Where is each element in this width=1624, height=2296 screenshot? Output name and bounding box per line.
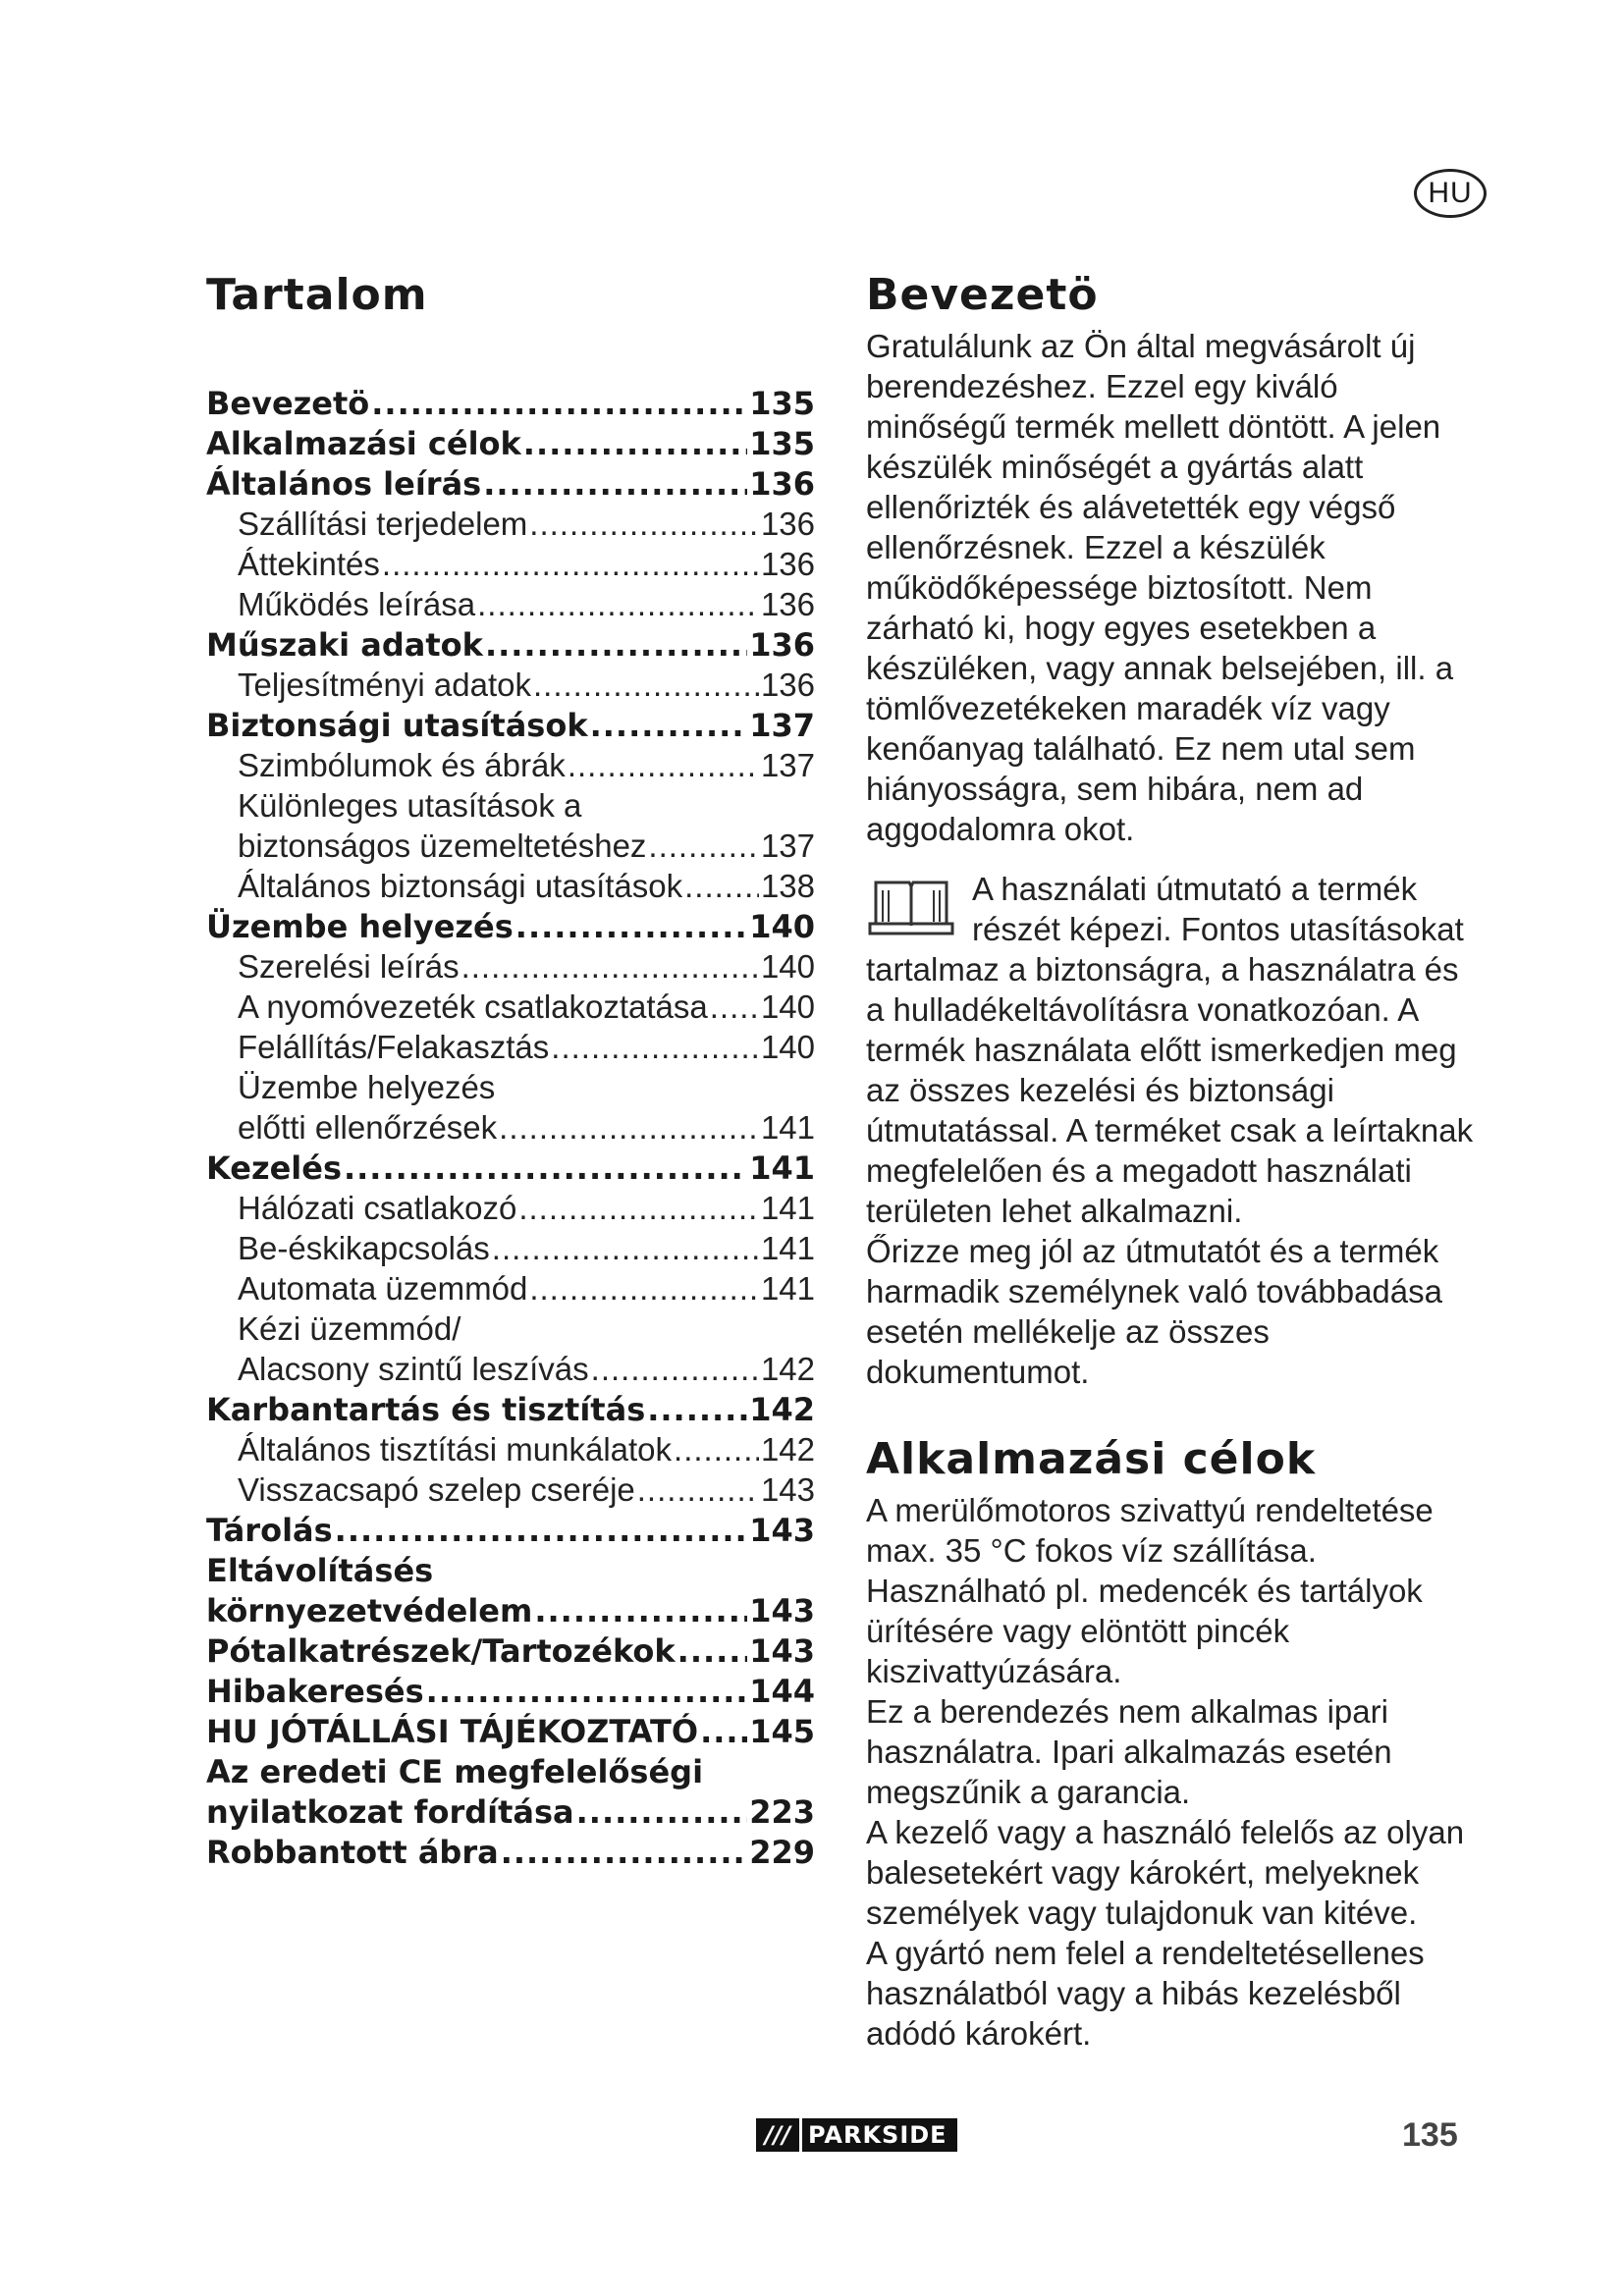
toc-entry: [206, 385, 815, 425]
toc-entry-text: Üzembe helyezés: [206, 908, 514, 945]
toc-leader-dots: [674, 1431, 759, 1468]
toc-entry: [206, 1270, 815, 1310]
toc-entry: [206, 1793, 815, 1834]
toc-leader-dots: [529, 1270, 759, 1308]
toc-entry-page: 145: [749, 1713, 815, 1750]
toc-entry-text: Működés leírása: [238, 586, 476, 622]
toc-entry-page: 140: [749, 908, 815, 945]
toc-entry-text: Az eredeti CE megfelelőségi: [206, 1753, 704, 1790]
toc-entry-text: környezetvédelem: [206, 1592, 533, 1629]
toc-entry: [206, 1471, 815, 1512]
toc-entry-text: Szimbólumok és ábrák: [238, 747, 566, 783]
toc-title: Tartalom: [206, 270, 428, 320]
toc-entry-page: 136: [760, 506, 815, 542]
toc-entry-text: Különleges utasítások a: [238, 787, 582, 824]
toc-entry-page: 137: [760, 828, 815, 864]
toc-entry-text: A nyomóvezeték csatlakoztatása: [238, 988, 708, 1025]
toc-entry-text: Műszaki adatok: [206, 626, 483, 664]
toc-entry-page: 136: [749, 626, 815, 664]
toc-entry-text: Be-éskikapcsolás: [238, 1230, 490, 1266]
toc-entry-page: 223: [749, 1793, 815, 1831]
toc-entry: [206, 1713, 815, 1753]
toc-entry-text: Teljesítményi adatok: [238, 667, 531, 703]
toc-entry-text: Visszacsapó szelep cseréje: [238, 1471, 635, 1508]
toc-entry-text: Hálózati csatlakozó: [238, 1190, 517, 1226]
toc-entry-page: 140: [760, 948, 815, 985]
toc-leader-dots: [529, 506, 759, 543]
toc-entry: [206, 747, 815, 787]
toc-list: [206, 385, 815, 1874]
toc-entry: [206, 948, 815, 988]
toc-entry-text: Biztonsági utasítások: [206, 707, 588, 744]
toc-entry-text: Karbantartás és tisztítás: [206, 1391, 646, 1428]
toc-leader-dots: [344, 1149, 747, 1187]
toc-entry: [206, 1310, 815, 1351]
toc-entry: [206, 1512, 815, 1552]
toc-entry-text: előtti ellenőrzések: [238, 1109, 498, 1146]
toc-entry: [206, 626, 815, 667]
toc-entry-text: Áttekintés: [238, 546, 380, 582]
toc-entry: [206, 1391, 815, 1431]
toc-entry-page: 142: [760, 1351, 815, 1387]
notice-paragraph: A használati útmutató a termék részét képezi. Fontos utasításokat tartalmaz a biztonságra, a használatra és a hulladékeltávolításra vonatkozóan. A termék használata előtt ismerkedjen meg az összes kezelési és biztonsági útmutatással. A terméket csak a leírtaknak megfelelően és a megadott használati területen lehet alkalmazni.: [866, 871, 1474, 1229]
toc-entry: [206, 506, 815, 546]
toc-leader-dots: [518, 1190, 759, 1227]
toc-leader-dots: [485, 626, 747, 664]
toc-leader-dots: [551, 1029, 759, 1066]
manual-notice: [866, 869, 1485, 1231]
toc-entry-page: 143: [749, 1592, 815, 1629]
brand-logo: [756, 2118, 957, 2152]
toc-entry-text: Kezelés: [206, 1149, 342, 1187]
toc-entry-text: Üzembe helyezés: [238, 1069, 496, 1105]
toc-entry-page: 140: [760, 988, 815, 1025]
toc-entry-text: Alacsony szintű leszívás: [238, 1351, 589, 1387]
usage-paragraph-3: A kezelő vagy a használó felelős az olyan balesetekért vagy károkért, melyeknek személyek vagy tulajdonuk van kitéve.: [866, 1814, 1465, 1931]
toc-entry-text: Szerelési leírás: [238, 948, 460, 985]
toc-entry: [206, 1230, 815, 1270]
toc-entry-text: Robbantott ábra: [206, 1834, 499, 1871]
toc-entry-text: Alkalmazási célok: [206, 425, 521, 462]
toc-entry-page: 135: [749, 385, 815, 422]
toc-leader-dots: [677, 1632, 748, 1670]
content-column: [866, 265, 1485, 2054]
toc-leader-dots: [483, 465, 747, 503]
toc-entry-page: 137: [749, 707, 815, 744]
toc-entry-page: 143: [760, 1471, 815, 1508]
toc-leader-dots: [492, 1230, 759, 1267]
toc-entry-page: 141: [760, 1270, 815, 1307]
usage-paragraph-1: A merülőmotoros szivattyú rendeltetése max. 35 °C fokos víz szállítása. Használható pl. medencék és tartályok ürítésére vagy elöntött pincék kiszivattyúzására.: [866, 1492, 1434, 1689]
toc-entry: [206, 828, 815, 868]
toc-entry: [206, 546, 815, 586]
toc-leader-dots: [477, 586, 759, 623]
toc-entry: [206, 1632, 815, 1673]
toc-entry: [206, 1834, 815, 1874]
toc-leader-dots: [568, 747, 759, 784]
usage-paragraph-4: A gyártó nem felel a rendeltetésellenes használatból vagy a hibás kezelésből adódó károkért.: [866, 1935, 1425, 2052]
toc-entry-text: HU JÓTÁLLÁSI TÁJÉKOZTATÓ: [206, 1713, 699, 1750]
toc-leader-dots: [533, 667, 759, 704]
toc-leader-dots: [591, 1351, 759, 1388]
toc-entry-text: Eltávolításés: [206, 1552, 434, 1589]
toc-leader-dots: [426, 1673, 748, 1710]
toc-leader-dots: [501, 1834, 748, 1871]
toc-leader-dots: [523, 425, 747, 462]
toc-entry: [206, 1351, 815, 1391]
toc-leader-dots: [700, 1713, 747, 1750]
toc-leader-dots: [499, 1109, 759, 1147]
toc-entry: [206, 908, 815, 948]
toc-entry: [206, 586, 815, 626]
toc-entry-text: Pótalkatrészek/Tartozékok: [206, 1632, 676, 1670]
toc-leader-dots: [684, 868, 759, 905]
toc-entry-page: 138: [760, 868, 815, 904]
toc-entry-page: 140: [760, 1029, 815, 1065]
toc-entry: [206, 1190, 815, 1230]
toc-entry: [206, 1431, 815, 1471]
usage-heading: Alkalmazási célok: [866, 1434, 1317, 1484]
toc-leader-dots: [461, 948, 759, 986]
toc-entry-text: Tárolás: [206, 1512, 333, 1549]
toc-entry-page: 135: [749, 425, 815, 462]
toc-entry: [206, 787, 815, 828]
book-icon: [866, 875, 956, 939]
logo-slashes: ///: [756, 2118, 799, 2152]
toc-entry-page: 142: [760, 1431, 815, 1468]
toc-entry: [206, 1552, 815, 1592]
toc-entry: [206, 1592, 815, 1632]
toc-entry: [206, 1029, 815, 1069]
toc-leader-dots: [515, 908, 747, 945]
toc-entry-page: 143: [749, 1632, 815, 1670]
toc-entry: [206, 1149, 815, 1190]
toc-entry-page: 137: [760, 747, 815, 783]
toc-leader-dots: [576, 1793, 748, 1831]
toc-leader-dots: [647, 1391, 747, 1428]
toc-entry-text: Általános tisztítási munkálatok: [238, 1431, 673, 1468]
toc-entry-page: 141: [760, 1190, 815, 1226]
toc-entry-page: 141: [760, 1230, 815, 1266]
table-of-contents: [206, 265, 815, 1874]
toc-entry-page: 141: [749, 1149, 815, 1187]
page-number: 135: [1402, 2116, 1458, 2154]
toc-entry: [206, 1673, 815, 1713]
toc-entry: [206, 1753, 815, 1793]
toc-entry: [206, 707, 815, 747]
toc-entry-page: 229: [749, 1834, 815, 1871]
intro-paragraph: Gratulálunk az Ön által megvásárolt új berendezéshez. Ezzel egy kiváló minőségű termék mellett döntött. A jelen készülék minőségét a gyártás alatt ellenőrizték és alávetették egy végső ellenőrzésnek. Ezzel a készülék működőképessége biztosított. Nem zárható ki, hogy egyes esetekben a készüléken, vagy annak belsejében, ill. a tömlővezetékeken maradék víz vagy kenőanyag található. Ez nem utal sem hiányosságra, sem hibára, nem ad aggodalomra okot.: [866, 328, 1454, 847]
toc-leader-dots: [534, 1592, 747, 1629]
toc-entry-text: Automata üzemmód: [238, 1270, 528, 1307]
usage-paragraph-2: Ez a berendezés nem alkalmas ipari használatra. Ipari alkalmazás esetén megszűnik a garancia.: [866, 1693, 1392, 1810]
toc-leader-dots: [637, 1471, 759, 1509]
toc-leader-dots: [648, 828, 759, 865]
toc-entry: [206, 1069, 815, 1109]
toc-entry-text: nyilatkozat fordítása: [206, 1793, 574, 1831]
toc-entry-page: 136: [760, 546, 815, 582]
toc-entry-text: biztonságos üzemeltetéshez: [238, 828, 647, 864]
keep-paragraph: Őrizze meg jól az útmutatót és a termék harmadik személynek való továbbadása esetén mellékelje az összes dokumentumot.: [866, 1233, 1442, 1390]
toc-entry: [206, 988, 815, 1029]
language-badge: HU: [1414, 169, 1487, 218]
toc-leader-dots: [335, 1512, 748, 1549]
toc-entry-page: 141: [760, 1109, 815, 1146]
toc-entry-page: 136: [749, 465, 815, 503]
toc-entry: [206, 465, 815, 506]
toc-entry-page: 142: [749, 1391, 815, 1428]
toc-leader-dots: [590, 707, 748, 744]
toc-entry-page: 136: [760, 667, 815, 703]
toc-entry: [206, 1109, 815, 1149]
toc-entry-text: Általános leírás: [206, 465, 482, 503]
toc-entry: [206, 425, 815, 465]
logo-name: PARKSIDE: [799, 2118, 957, 2152]
toc-entry-text: Kézi üzemmód/: [238, 1310, 461, 1347]
intro-heading: Bevezetö: [866, 270, 1099, 320]
toc-entry-text: Bevezetö: [206, 385, 370, 422]
toc-entry: [206, 868, 815, 908]
toc-leader-dots: [382, 546, 759, 583]
toc-leader-dots: [710, 988, 759, 1026]
toc-leader-dots: [371, 385, 747, 422]
toc-entry-text: Felállítás/Felakasztás: [238, 1029, 550, 1065]
toc-entry-page: 136: [760, 586, 815, 622]
toc-entry-page: 144: [749, 1673, 815, 1710]
toc-entry-text: Hibakeresés: [206, 1673, 424, 1710]
toc-entry-text: Általános biztonsági utasítások: [238, 868, 683, 904]
toc-entry-text: Szállítási terjedelem: [238, 506, 528, 542]
toc-entry: [206, 667, 815, 707]
toc-entry-page: 143: [749, 1512, 815, 1549]
